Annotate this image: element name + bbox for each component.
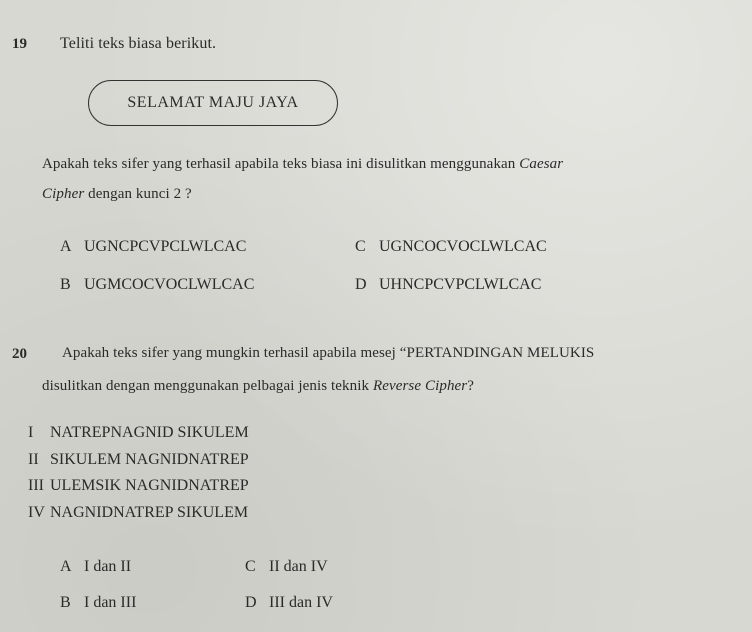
statement-text: NAGNIDNATREP SIKULEM xyxy=(50,504,249,521)
statement-text: NATREPNAGNID SIKULEM xyxy=(50,424,249,441)
option-text: UGNCOCVOCLWLCAC xyxy=(379,238,547,255)
option-letter: D xyxy=(245,594,257,611)
option-letter: A xyxy=(60,238,72,255)
option-letter: B xyxy=(60,594,71,611)
question-20-option-c[interactable] xyxy=(245,558,328,576)
option-text: III dan IV xyxy=(269,594,333,611)
question-20-text-a: disulitkan dengan menggunakan pelbagai jenis teknik xyxy=(42,378,373,394)
question-20-line-2 xyxy=(42,378,474,395)
question-19-option-b[interactable] xyxy=(60,276,254,294)
statement-number: III xyxy=(28,477,44,494)
question-20-option-d[interactable] xyxy=(245,594,333,612)
statement-number: I xyxy=(28,424,34,441)
question-20-text-c: ? xyxy=(467,378,475,394)
question-19-option-a[interactable] xyxy=(60,238,246,256)
plaintext-box xyxy=(88,80,338,126)
question-19-cipher: Cipher xyxy=(42,186,85,202)
question-19-caesar: Caesar xyxy=(519,156,564,172)
question-20-option-a[interactable] xyxy=(60,558,131,576)
option-letter: A xyxy=(60,558,72,575)
option-text: I dan III xyxy=(84,594,137,611)
statement-iii xyxy=(28,477,249,495)
statement-number: IV xyxy=(28,504,45,521)
option-letter: C xyxy=(355,238,366,255)
statement-i xyxy=(28,424,249,442)
option-text: I dan II xyxy=(84,558,132,575)
option-text: UGMCOCVOCLWLCAC xyxy=(84,276,255,293)
question-20-reverse-cipher: Reverse Cipher xyxy=(372,378,468,394)
option-text: UGNCPCVPCLWLCAC xyxy=(84,238,247,255)
question-19-instruction: Teliti teks biasa berikut. xyxy=(60,35,217,52)
statement-text: SIKULEM NAGNIDNATREP xyxy=(50,451,249,468)
statement-text: ULEMSIK NAGNIDNATREP xyxy=(50,477,249,494)
statement-ii xyxy=(28,451,249,469)
statement-iv xyxy=(28,504,248,522)
option-text: UHNCPCVPCLWLCAC xyxy=(379,276,542,293)
option-letter: B xyxy=(60,276,71,293)
question-19-text-a: Apakah teks sifer yang terhasil apabila teks biasa ini disulitkan menggunakan xyxy=(42,156,520,172)
question-20-number: 20 xyxy=(12,346,27,362)
question-20-line-1: Apakah teks sifer yang mungkin terhasil apabila mesej “PERTANDINGAN MELUKIS xyxy=(62,345,595,361)
plaintext-value: SELAMAT MAJU JAYA xyxy=(127,94,299,111)
option-letter: D xyxy=(355,276,367,293)
option-letter: C xyxy=(245,558,256,575)
question-19-option-d[interactable] xyxy=(355,276,541,294)
question-19-number: 19 xyxy=(12,36,27,52)
question-19-text-b: dengan kunci 2 ? xyxy=(84,186,192,202)
option-text: II dan IV xyxy=(269,558,328,575)
question-19-line-1 xyxy=(42,156,563,173)
question-20-option-b[interactable] xyxy=(60,594,136,612)
question-19-option-c[interactable] xyxy=(355,238,547,256)
statement-number: II xyxy=(28,451,39,468)
question-19-line-2 xyxy=(42,186,192,203)
